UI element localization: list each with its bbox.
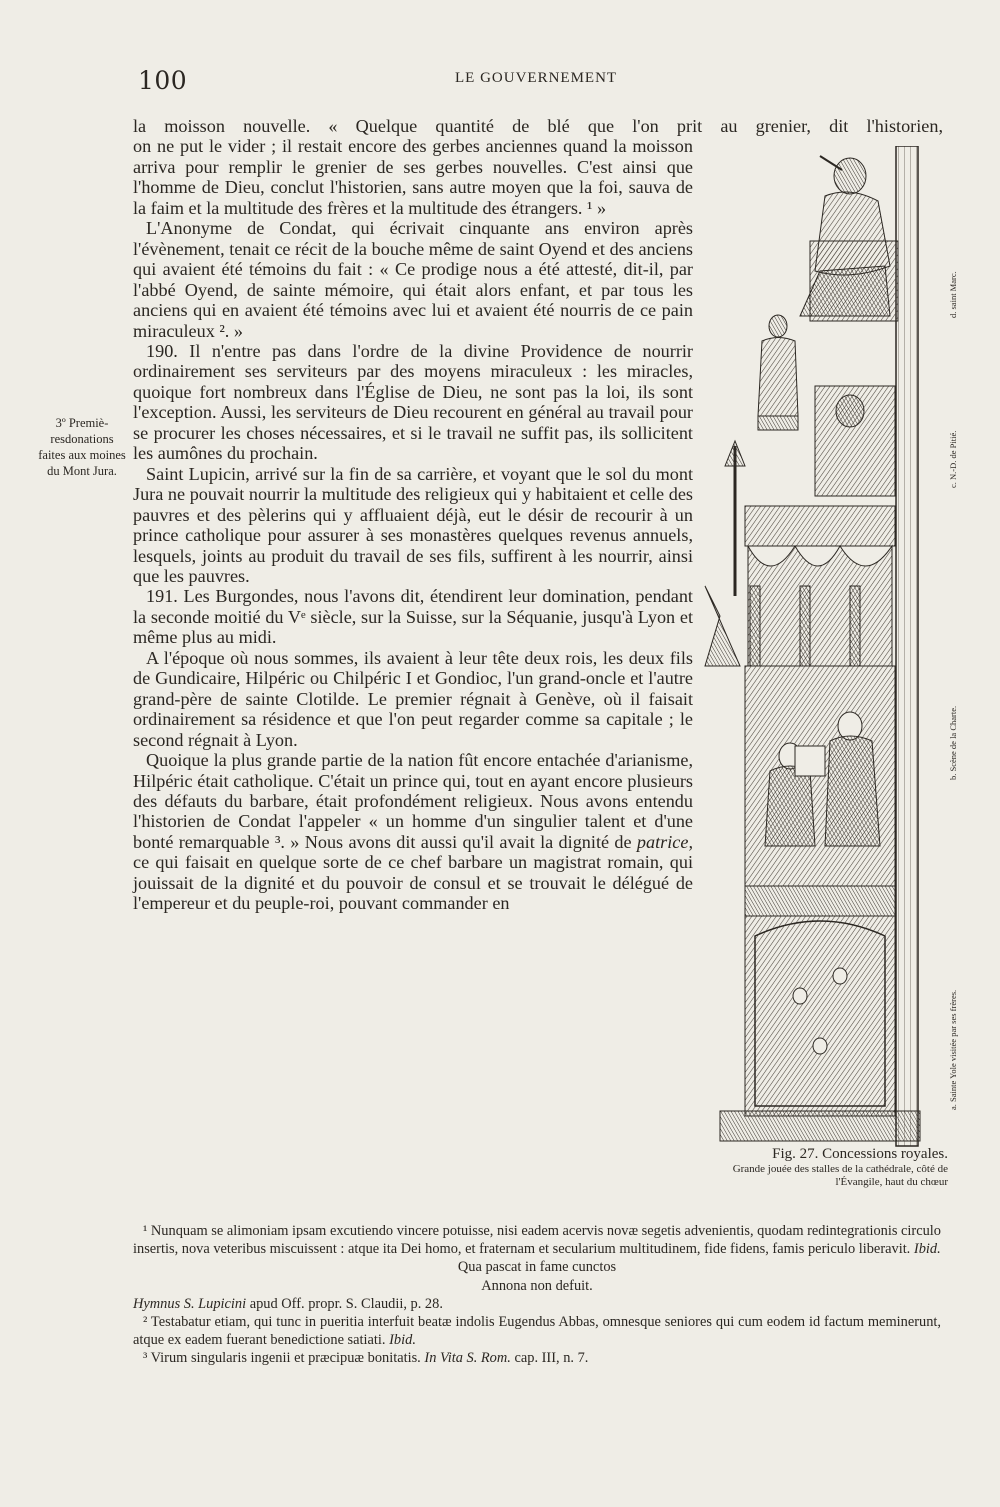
figure-caption xyxy=(688,1146,948,1189)
figure-label-c: c. N.-D. de Pitié. xyxy=(948,430,958,488)
paragraph-7-italic: patrice, xyxy=(636,831,693,852)
paragraph-1: on ne put le vider ; il restait encore des gerbes anciennes quand la moisson arriva pour remplir le grenier de ses gerbes nouvelles. C'est ainsi que l'homme de Dieu, conclut l'historien, sans autre moyen que la foi, sauva de la faim et la multitude des frères et la multitude des étrangers. ¹ » xyxy=(133,136,693,218)
carved-stall-illustration xyxy=(700,146,935,1156)
sainte-yole-panel xyxy=(720,886,920,1141)
footnote-3-source: In Vita S. Rom. xyxy=(424,1350,511,1367)
footnote-hymn-rest: apud Off. propr. S. Claudii, p. 28. xyxy=(246,1295,443,1312)
footnote-1-ibid: Ibid. xyxy=(913,1241,941,1258)
paragraph-2: L'Anonyme de Condat, qui écrivait cinquante ans environ après l'évènement, tenait ce récit de la bouche même de saint Oyend et des anciens qui avaient été témoins du fait : « Ce prodige nous a été attesté, dit-il, par l'abbé Oyend, de sainte mémoire, qui était alors enfant, et par tous les anciens qui en avaient été témoins avec lui et avaient été nourris de ce pain miraculeux ². » xyxy=(133,218,693,341)
footnote-hymn xyxy=(133,1295,941,1313)
body-text xyxy=(133,116,943,914)
footnote-1-text: ¹ Nunquam se alimoniam ipsam excutiendo vincere potuisse, nisi eadem acervis novæ segetis advenientis, quodam redintegrationis circulo insertis, nova veteribus miscuissent : atque ita Dei homo, et fraternam et secularium multitudinem, fide fidens, famis periculo liberavit. xyxy=(133,1223,941,1258)
figure-label-d: d. saint Marc. xyxy=(948,271,958,318)
paragraph-7 xyxy=(133,750,693,914)
footnote-hymn-title: Hymnus S. Lupicini xyxy=(133,1295,247,1312)
saint-mark-figure xyxy=(800,156,898,321)
paragraph-6: A l'époque où nous sommes, ils avaient à leur tête deux rois, les deux fils de Gundicaire, Hilpéric ou Chilpéric I et Gondioc, l'un grand-oncle et l'autre grand-père de sainte Clotilde. Le premier régnait à Genève, où il faisait ordinairement sa résidence et que l'on peut regarder comme sa capitale ; le second régnait à Lyon. xyxy=(133,647,693,750)
paragraph-5: 191. Les Burgondes, nous l'avons dit, étendirent leur domination, pendant la seconde moitié du Vᵉ siècle, sur la Suisse, sur la Séquanie, jusqu'à Lyon et même plus au midi. xyxy=(133,586,693,648)
footnotes xyxy=(133,1222,941,1368)
footnote-verse-1: Qua pascat in fame cunctos xyxy=(457,1259,617,1276)
figure-label-b: b. Scène de la Charte. xyxy=(948,705,958,780)
running-head: LE GOUVERNEMENT xyxy=(455,70,618,86)
paragraph-4: Saint Lupicin, arrivé sur la fin de sa carrière, et voyant que le sol du mont Jura ne pouvait nourrir la multitude des religieux qui y habitaient et celle des pauvres et des pèlerins qui y affluaient déjà, eut le désir de recourir à un prince catholique pour assurer à ses monastères quelques revenus annuels, lesquels, joints au produit du travail de ses fils, suffirent à les nourrir, ainsi que les pauvres. xyxy=(133,463,693,586)
footnote-3-end: cap. III, n. 7. xyxy=(510,1350,589,1367)
paragraph-7-text: Quoique la plus grande partie de la nation fût encore entachée d'arianisme, Hilpéric était catholique. C'était un prince qui, tout en ayant encore plusieurs des défauts du barbare, était profondément religieux. Nous avons entendu l'historien de Condat l'appeler « un homme d'un singulier talent et d'une bonté remarquable ³. » Nous avons dit aussi qu'il avait la dignité de xyxy=(133,750,693,852)
page-number: 100 xyxy=(138,66,188,95)
footnote-verse-2: Annona non defuit. xyxy=(481,1277,593,1294)
footnote-2-text: ² Testabatur etiam, qui tunc in pueritia interfuit beatæ indolis Eugendus Abbas, omnesque seniores qui cum eodem id factum meminerunt, atque ex eadem fuerant benedictione satiati. xyxy=(133,1314,941,1349)
paragraph-7-end: ce qui faisait en quelque sorte de ce chef barbare un magistrat romain, qui jouissait de la dignité et du pouvoir de consul et se trouvait le délégué de l'empereur et du peuple-roi, pouvant commander en xyxy=(133,852,693,914)
pieta-figure xyxy=(758,315,895,496)
charter-scene xyxy=(745,666,895,886)
footnote-2-ibid: Ibid. xyxy=(389,1332,416,1349)
paragraph-3: 190. Il n'entre pas dans l'ordre de la divine Providence de nourrir ordinairement ses serviteurs par des moyens miraculeux : les miracles, quoique fort nombreux dans l'Église de Dieu, ne sont pas la loi, ils sont l'exception. Aussi, les serviteurs de Dieu recourent en général au travail pour se procurer les choses nécessaires, et si le travail ne suffit pas, ils sollicitent les aumônes du prochain. xyxy=(133,340,693,464)
figure-label-a: a. Sainte Yole visitée par ses frères. xyxy=(948,989,958,1110)
footnote-3-text: ³ Virum singularis ingenii et præcipuæ bonitatis. xyxy=(143,1350,421,1367)
footnote-2 xyxy=(133,1313,941,1349)
paragraph-first-line: la moisson nouvelle. « Quelque quantité de blé que l'on prit au grenier, dit l'historien, xyxy=(133,116,943,136)
figure-caption-title: Fig. 27. Concessions royales. xyxy=(772,1146,948,1162)
footnote-3 xyxy=(133,1349,941,1367)
margin-note: 3º Premiè-resdonations faites aux moines du Mont Jura. xyxy=(38,416,126,478)
footnote-1 xyxy=(133,1222,941,1258)
figure-caption-sub: Grande jouée des stalles de la cathédrale, côté de l'Évangile, haut du chœur xyxy=(732,1163,948,1188)
